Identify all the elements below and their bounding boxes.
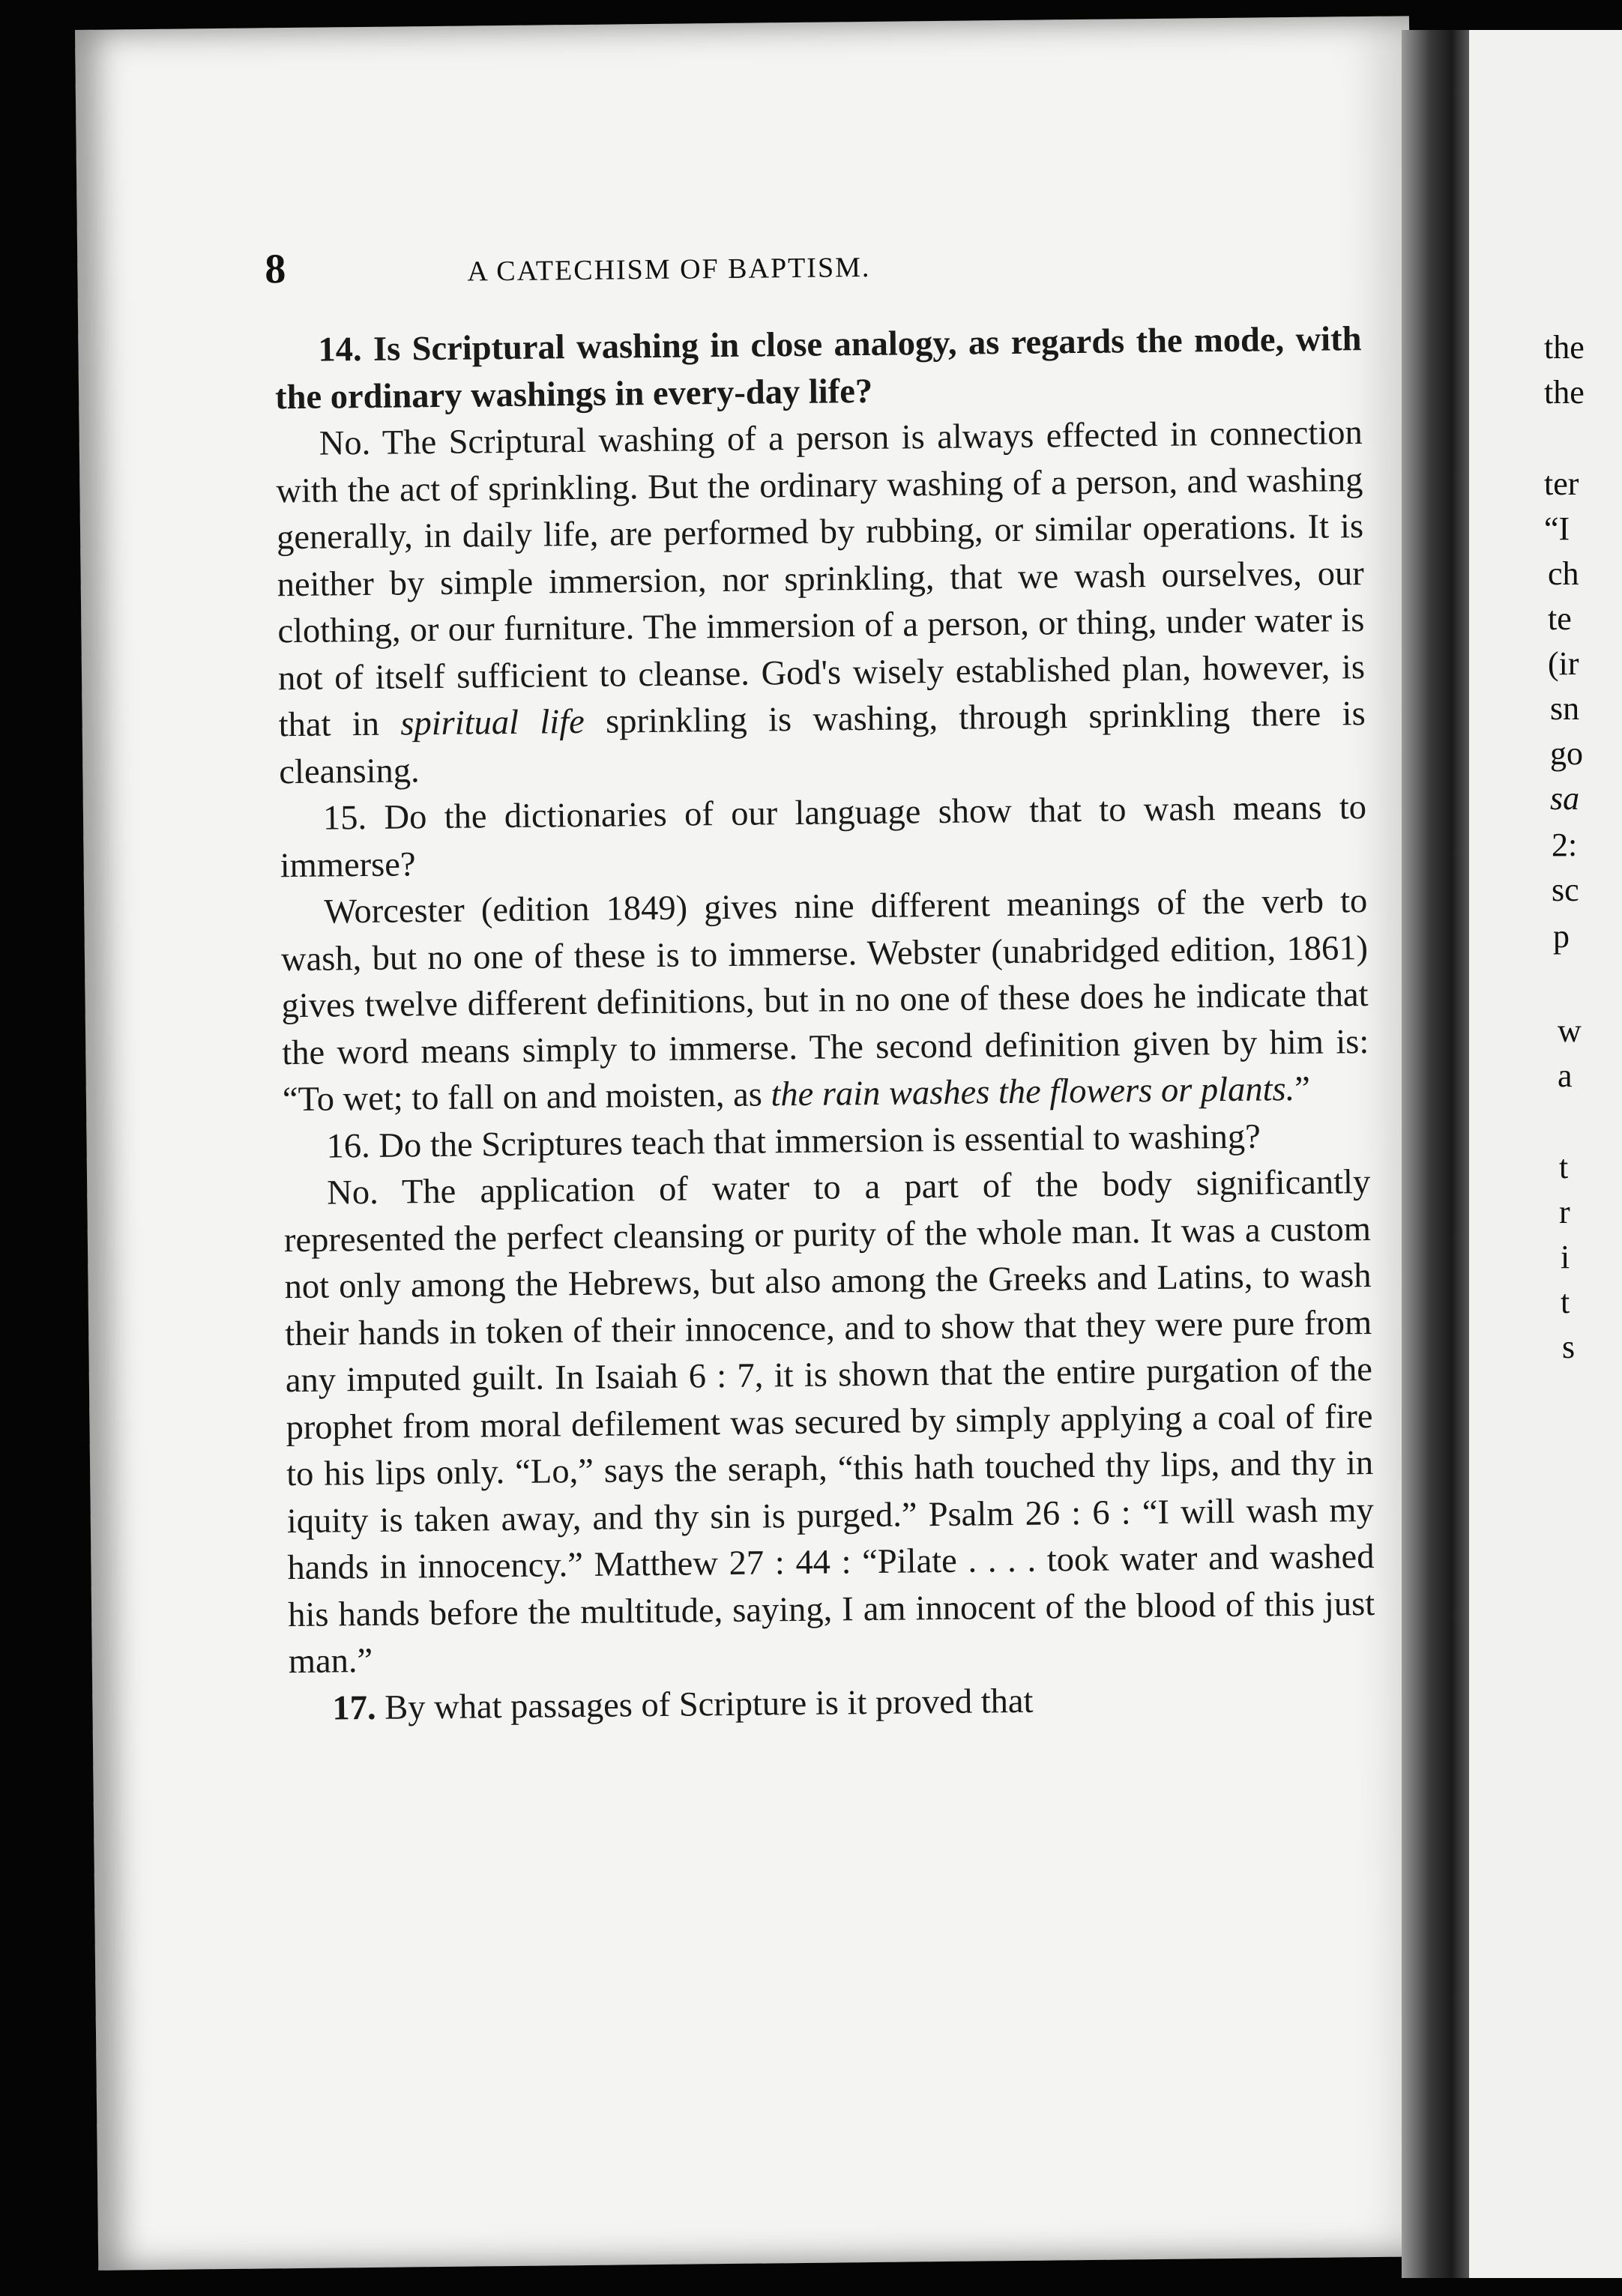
adjacent-text-fragment: w [1558,1012,1582,1049]
adjacent-text-fragment: “I [1544,510,1570,547]
adjacent-text-fragment: 2: [1552,827,1578,863]
answer-text: sprinkling is washing, through sprinkling there is cleansing. [279,695,1366,791]
adjacent-text-fragment: (ir [1548,645,1579,682]
page-number: 8 [265,246,286,293]
running-title: A CATECHISM OF BAPTISM. [467,251,871,288]
adjacent-text-fragment: s [1562,1329,1576,1365]
answer-16 [283,1159,1375,1686]
adjacent-text-fragment: p [1553,918,1570,955]
book-gutter [1402,30,1473,2278]
adjacent-text-fragment: r [1559,1194,1570,1230]
book-page [75,16,1432,2270]
question-number: 15. [322,798,367,838]
page-body [274,316,1376,1732]
adjacent-text-fragment: ter [1544,465,1579,502]
adjacent-text-fragment: t [1559,1149,1569,1185]
answer-text: No. The application of water to a part of the body significantly represented the perfect cleansing or purity of the whole man. It was a custom not only among the Hebrews, but also among the Greeks and Latins, to wash their hands in token of their innocence, and to show that they were pure from any imputed guilt. In Isaiah 6 : 7, it is shown that the entire purgation of the prophet from moral defilement was secured by simply applying a coal of fire to his lips only. “Lo,” says the seraph, “this hath touched thy lips, and thy in iquity is taken away, and thy sin is purged.” Psalm 26 : 6 : “I will wash my hands in innocency.” Matthew 27 : 44 : “Pilate . . . . took water and washed his hands before the multitude, saying, I am innocent of the blood of this just man.” [283,1162,1375,1682]
adjacent-text-fragment: the [1544,374,1585,411]
question-14 [274,316,1362,421]
answer-emphasis: spiritual life [400,702,585,743]
adjacent-text-fragment: te [1548,600,1572,637]
answer-emphasis: the rain washes the flowers or plants. [771,1070,1295,1114]
question-number: 16. [326,1126,371,1166]
adjacent-text-fragment: sn [1550,690,1580,727]
adjacent-page [1469,30,1622,2278]
answer-14 [275,410,1366,796]
page-header [265,234,1390,294]
question-text: Do the Scriptures teach that immersion is essential to washing? [379,1117,1261,1165]
question-text: Is Scriptural washing in close analogy, as regards the mode, with the ordinary washings in every-day life? [274,320,1362,417]
question-number: 14. [318,330,362,369]
answer-15 [280,878,1369,1124]
adjacent-text-fragment: a [1558,1057,1573,1094]
adjacent-text-fragment: the [1544,329,1585,366]
answer-text: ” [1294,1069,1311,1109]
question-number: 17. [332,1688,376,1728]
adjacent-text-fragment: go [1550,735,1583,772]
adjacent-text-fragment: i [1561,1239,1570,1275]
question-15 [280,785,1367,889]
answer-text: Worcester (edition 1849) gives nine different meanings of the verb to wash, but no one of these is to immerse. Webster (unabridged edition, 1861) gives twelve different definitions, but in no one of these does he indicate that the word means simply to immerse. The second definition given by him is: “To wet; to fall on and moisten, as [280,882,1369,1120]
adjacent-text-fragment: t [1561,1284,1570,1320]
question-text: Do the dictionaries of our language show that to wash means to immerse? [280,788,1367,885]
adjacent-text-fragment: sc [1552,871,1579,908]
answer-text: No. The Scriptural washing of a person is always effected in connection with the act of sprinkling. But the ordinary washing of a person, and washing generally, in daily life, are performed by rubbing, or similar operations. It is neither by simple immersion, nor sprinkling, that we wash ourselves, our clothing, or our furniture. The immersion of a person, or thing, under water is not of itself sufficient to cleanse. God's wisely established plan, however, is that in [276,414,1366,745]
question-text: By what passages of Scripture is it proved that [384,1682,1034,1727]
adjacent-text-fragment: sa [1550,780,1580,817]
adjacent-text-fragment: ch [1548,555,1579,592]
